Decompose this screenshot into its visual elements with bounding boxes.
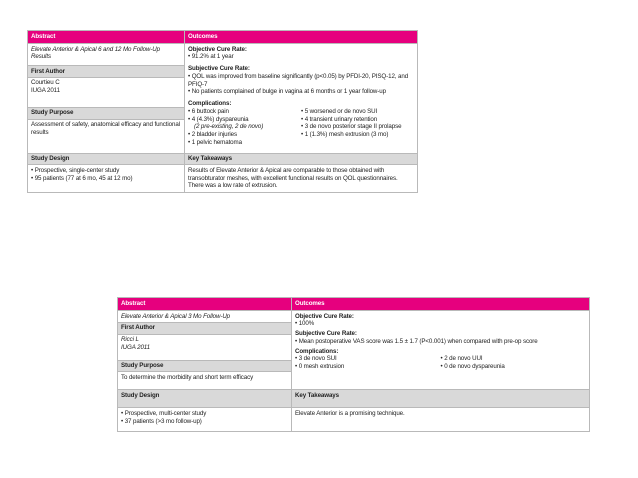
dyspareunia-note: (2 pre-existing, 2 de novo) (194, 123, 264, 131)
complications-left-cont (188, 131, 301, 147)
key-takeaways-label: Key Takeaways (292, 390, 590, 408)
study-design-value (28, 165, 185, 192)
list-item: • 2 de novo UUI (441, 355, 587, 363)
list-item: • 6 buttock pain (188, 108, 301, 116)
list-item: • 95 patients (77 at 6 mo, 45 at 12 mo) (31, 175, 181, 183)
list-item: • 4 transient urinary retention (301, 116, 414, 124)
subjective-list (188, 73, 414, 96)
list-item: • Prospective, multi-center study (121, 410, 288, 418)
author-name: Ricci L (121, 336, 139, 343)
complications-left (295, 355, 441, 371)
list-item: • Mean postoperative VAS score was 1.5 ± 1.7 (P<0.001) when compared with pre-op score (295, 338, 586, 346)
list-item: • 1 pelvic hematoma (188, 139, 301, 147)
outcomes-cell (185, 44, 418, 154)
objective-list (188, 53, 414, 61)
subjective-list (295, 338, 586, 346)
key-takeaways-label: Key Takeaways (185, 153, 418, 165)
list-item: • QOL was improved from baseline significantly (p<0.05) by PFDI-20, PISQ-12, and PFIQ-7 (188, 73, 414, 89)
complications-right (441, 355, 587, 371)
list-item: • 91.2% at 1 year (188, 53, 414, 61)
abstract-header: Abstract (118, 298, 292, 311)
abstract-title: Elevate Anterior & Apical 3 Mo Follow-Up (118, 311, 292, 323)
study-table-courtieu (27, 30, 418, 193)
list-item: • 3 de novo SUI (295, 355, 441, 363)
complications-columns (188, 108, 414, 147)
key-takeaways-value: Results of Elevate Anterior & Apical are comparable to those obtained with transobturator meshes, with excellent functional results on QOL questionnaires. There was a low rate of extrusion. (185, 165, 418, 192)
design-list (31, 167, 181, 183)
complications-label: Complications: (295, 347, 339, 355)
first-author-value (118, 334, 292, 360)
first-author-label: First Author (28, 66, 185, 78)
list-item: • 37 patients (>3 mo follow-up) (121, 418, 288, 426)
study-purpose-value: To determine the morbidity and short term efficacy (118, 372, 292, 390)
author-name: Courtieu C (31, 79, 60, 87)
list-item: • 1 (1.3%) mesh extrusion (3 mo) (301, 131, 414, 139)
list-item: • 100% (295, 320, 586, 328)
complications-label: Complications: (188, 100, 232, 107)
abstract-header: Abstract (28, 31, 185, 44)
list-item: • 0 de novo dyspareunia (441, 363, 587, 371)
journal-name: IUGA 2011 (31, 87, 60, 94)
study-purpose-value: Assessment of safety, anatomical efficacy and functional results (28, 119, 185, 153)
outcomes-header: Outcomes (292, 298, 590, 311)
objective-label: Objective Cure Rate: (188, 45, 247, 53)
study-purpose-label: Study Purpose (118, 360, 292, 372)
design-list (121, 410, 288, 426)
subjective-label: Subjective Cure Rate: (295, 330, 357, 337)
list-item: • 2 bladder injuries (188, 131, 301, 139)
objective-label: Objective Cure Rate: (295, 312, 354, 320)
first-author-value (28, 77, 185, 107)
list-item: • 5 worsened or de novo SUI (301, 108, 414, 116)
objective-list (295, 320, 586, 328)
outcomes-cell (292, 311, 590, 390)
complications-columns (295, 355, 586, 371)
list-item: • 4 (4.3%) dyspareunia (188, 116, 301, 124)
subjective-label: Subjective Cure Rate: (188, 65, 250, 72)
list-item: • 3 de novo posterior stage II prolapse (301, 123, 414, 131)
complications-left (188, 108, 301, 124)
study-design-label: Study Design (118, 390, 292, 408)
study-table-ricci (117, 297, 590, 432)
list-item: • Prospective, single-center study (31, 167, 181, 175)
list-item: • No patients complained of bulge in vagina at 6 months or 1 year follow-up (188, 88, 414, 96)
journal-name: IUGA 2011 (121, 343, 151, 351)
study-design-label: Study Design (28, 153, 185, 165)
list-item: • 0 mesh extrusion (295, 363, 441, 371)
key-takeaways-value: Elevate Anterior is a promising technique. (292, 408, 590, 432)
outcomes-header: Outcomes (185, 31, 418, 44)
abstract-title: Elevate Anterior & Apical 6 and 12 Mo Follow-Up Results (28, 44, 185, 66)
complications-right (301, 108, 414, 139)
study-purpose-label: Study Purpose (28, 107, 185, 119)
study-design-value (118, 408, 292, 432)
first-author-label: First Author (118, 322, 292, 334)
